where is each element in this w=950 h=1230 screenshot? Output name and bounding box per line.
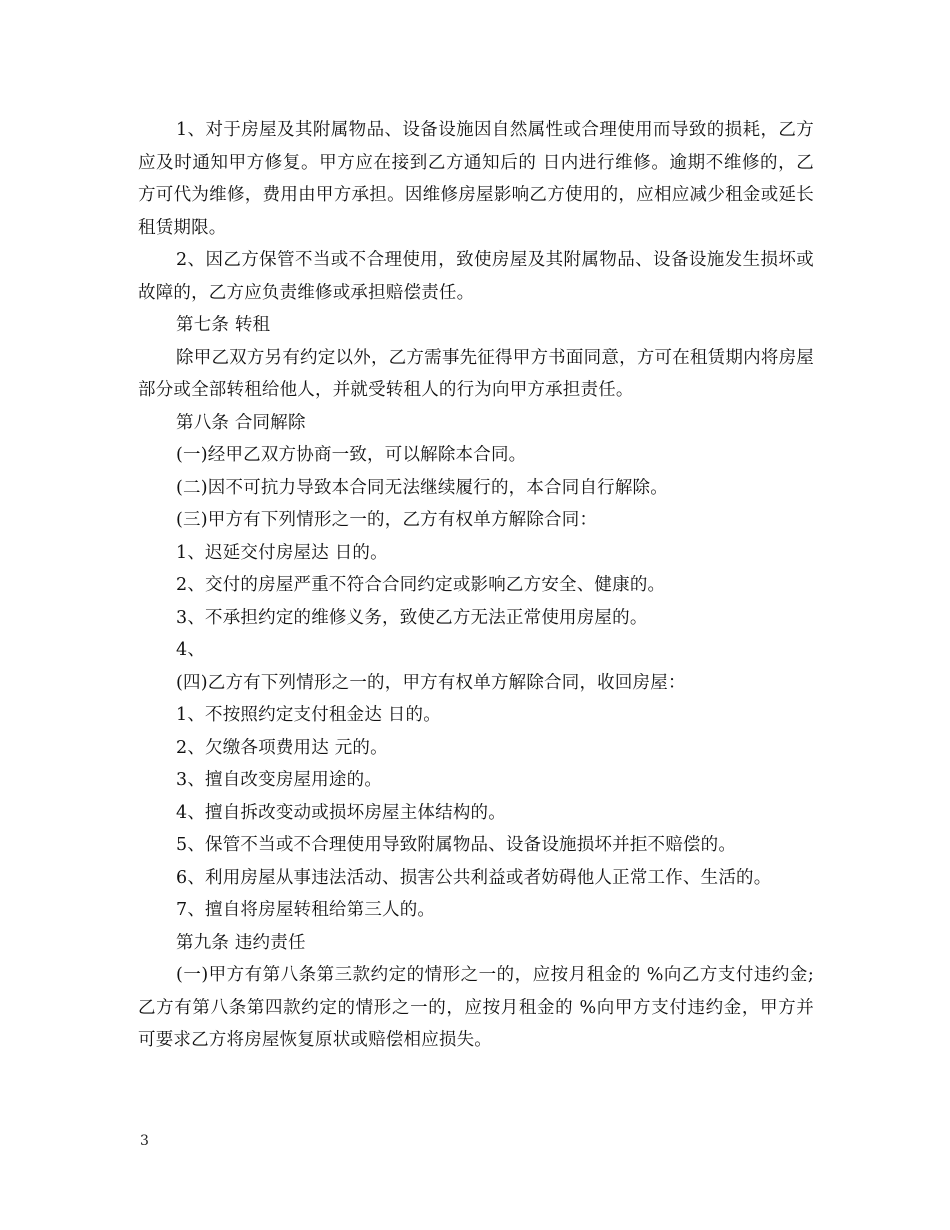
clause-termination-4: (四)乙方有下列情形之一的，甲方有权单方解除合同，收回房屋：: [176, 672, 686, 693]
clause-liability-1: (一)甲方有第八条第三款约定的情形之一的，应按月租金的 %向乙方支付违约金;乙方有第八条第四款约定的情形之一的，应按月租金的 %向甲方支付违约金，甲方并可要求乙方将房屋恢复原状或赔偿相应损失。: [138, 965, 814, 1050]
paragraph-repair-1: 1、对于房屋及其附属物品、设备设施因自然属性或合理使用而导致的损耗，乙方应及时通知甲方修复。甲方应在接到乙方通知后的 日内进行维修。逾期不维修的，乙方可代为维修，费用由甲方承担。因维修房屋影响乙方使用的，应相应减少租金或延长租赁期限。: [138, 120, 814, 238]
clause-termination-3: (三)甲方有下列情形之一的，乙方有权单方解除合同：: [176, 510, 598, 530]
list-item: 1、迟延交付房屋达 日的。: [176, 542, 388, 563]
list-item: 4、擅自拆改变动或损坏房屋主体结构的。: [176, 802, 506, 823]
list-item: 2、欠缴各项费用达 元的。: [176, 737, 388, 758]
document-body: [138, 114, 814, 1057]
heading-article-8: 第八条 合同解除: [176, 412, 306, 433]
paragraph-sublease: 除甲乙双方另有约定以外，乙方需事先征得甲方书面同意，方可在租赁期内将房屋部分或全部转租给他人，并就受转租人的行为向甲方承担责任。: [138, 347, 814, 400]
heading-article-7: 第七条 转租: [176, 315, 271, 335]
paragraph-repair-2: 2、因乙方保管不当或不合理使用，致使房屋及其附属物品、设备设施发生损坏或故障的，乙方应负责维修或承担赔偿责任。: [138, 250, 814, 303]
clause-termination-1: (一)经甲乙双方协商一致，可以解除本合同。: [176, 445, 527, 465]
clause-termination-2: (二)因不可抗力导致本合同无法继续履行的，本合同自行解除。: [176, 477, 668, 498]
list-item: 3、不承担约定的维修义务，致使乙方无法正常使用房屋的。: [176, 607, 648, 628]
heading-article-9: 第九条 违约责任: [176, 932, 306, 953]
list-item: 4、: [176, 640, 206, 660]
list-item: 7、擅自将房屋转租给第三人的。: [176, 900, 436, 920]
list-item: 5、保管不当或不合理使用导致附属物品、设备设施损坏并拒不赔偿的。: [176, 835, 737, 855]
list-item: 6、利用房屋从事违法活动、损害公共利益或者妨碍他人正常工作、生活的。: [176, 867, 772, 888]
page-number: 3: [140, 1133, 149, 1149]
list-item: 2、交付的房屋严重不符合合同约定或影响乙方安全、健康的。: [176, 575, 666, 595]
list-item: 1、不按照约定支付租金达 日的。: [176, 705, 441, 725]
list-item: 3、擅自改变房屋用途的。: [176, 770, 383, 790]
